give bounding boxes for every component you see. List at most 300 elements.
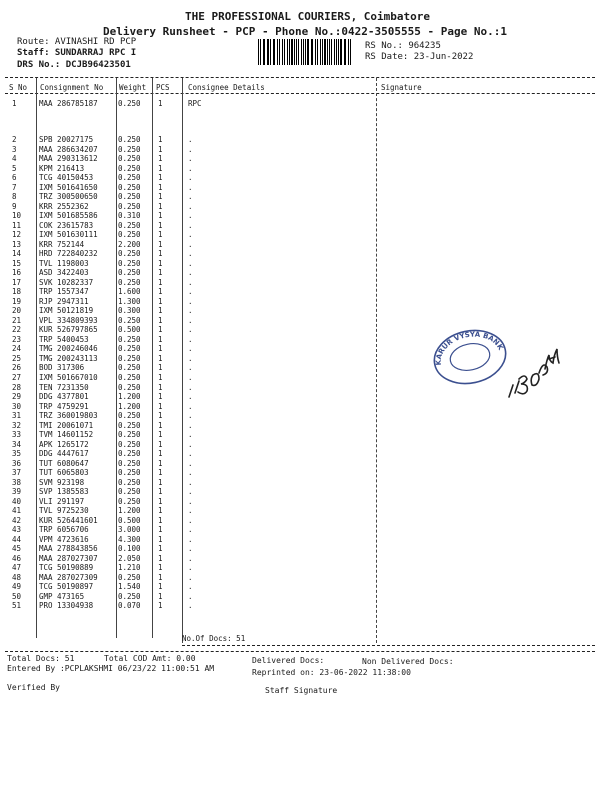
row-weight: 3.000 xyxy=(118,525,141,535)
row-sno: 10 xyxy=(12,211,22,221)
row-consignee: . xyxy=(188,449,193,459)
row-weight: 0.250 xyxy=(118,572,141,582)
rs-date: RS Date: 23-Jun-2022 xyxy=(365,52,474,62)
row-weight: 0.250 xyxy=(118,439,141,449)
row-pcs: 1 xyxy=(158,135,163,144)
row-pcs: 1 xyxy=(158,496,163,506)
row-pcs: 1 xyxy=(158,392,163,402)
table-row xyxy=(0,211,600,220)
total-cod-amount: Total COD Amt: 0.00 xyxy=(104,654,196,663)
reprinted-on: Reprinted on: 23-06-2022 11:38:00 xyxy=(252,668,411,677)
row-consignment-no: MAA 278843856 xyxy=(39,544,98,554)
row-weight: 0.250 xyxy=(118,258,141,268)
row-consignee: . xyxy=(188,439,193,449)
row-weight: 0.250 xyxy=(118,344,141,354)
row-consignee: . xyxy=(188,591,193,601)
row-pcs: 1 xyxy=(158,534,163,544)
staff-label: Staff: SUNDARRAJ RPC I xyxy=(17,48,137,58)
row-consignee: . xyxy=(188,468,193,478)
table-row xyxy=(0,487,600,496)
row-sno: 6 xyxy=(12,173,17,183)
row-pcs: 1 xyxy=(158,563,163,573)
table-row xyxy=(0,554,600,563)
row-pcs: 1 xyxy=(158,353,163,363)
table-row xyxy=(0,430,600,439)
table-row xyxy=(0,230,600,239)
row-consignment-no: TRZ 360019803 xyxy=(39,411,98,421)
row-consignee: . xyxy=(188,344,193,354)
row-weight: 0.250 xyxy=(118,99,141,108)
table-row xyxy=(0,221,600,230)
row-consignee: . xyxy=(188,411,193,421)
row-sno: 2 xyxy=(12,135,17,144)
table-row xyxy=(0,459,600,468)
company-title: THE PROFESSIONAL COURIERS, Coimbatore xyxy=(185,10,431,23)
table-row xyxy=(0,525,600,534)
row-consignment-no: VPL 334809393 xyxy=(39,315,98,325)
row-consignee: . xyxy=(188,544,193,554)
row-consignee: . xyxy=(188,487,193,497)
row-sno: 3 xyxy=(12,144,17,154)
table-row xyxy=(0,535,600,544)
row-consignment-no: TEN 7231350 xyxy=(39,382,89,392)
row-sno: 11 xyxy=(12,220,22,230)
row-consignment-no: IXM 50121819 xyxy=(39,306,94,316)
row-sno: 18 xyxy=(12,287,22,297)
entered-by: Entered By :PCPLAKSHMI 06/23/22 11:00:51 AM xyxy=(7,664,215,673)
row-pcs: 1 xyxy=(158,487,163,497)
row-pcs: 1 xyxy=(158,296,163,306)
row-sno: 4 xyxy=(12,154,17,164)
table-row xyxy=(0,544,600,553)
row-weight: 0.250 xyxy=(118,382,141,392)
row-consignee: . xyxy=(188,201,193,211)
row-weight: 0.310 xyxy=(118,211,141,221)
row-consignment-no: TRP 6056706 xyxy=(39,525,89,535)
row-pcs: 1 xyxy=(158,334,163,344)
row-consignee: . xyxy=(188,477,193,487)
row-consignment-no: PRO 13304938 xyxy=(39,601,94,611)
row-consignment-no: VLI 291197 xyxy=(39,496,85,506)
row-pcs: 1 xyxy=(158,277,163,287)
row-weight: 0.250 xyxy=(118,591,141,601)
row-weight: 0.250 xyxy=(118,315,141,325)
table-row xyxy=(0,506,600,515)
table-row xyxy=(0,440,600,449)
row-sno: 51 xyxy=(12,601,22,611)
row-sno: 35 xyxy=(12,449,22,459)
row-weight: 0.250 xyxy=(118,182,141,192)
row-consignee: . xyxy=(188,163,193,173)
row-pcs: 1 xyxy=(158,249,163,259)
bank-stamp xyxy=(428,325,512,385)
row-consignee: . xyxy=(188,392,193,402)
row-consignment-no: COK 23615783 xyxy=(39,220,94,230)
row-consignment-no: KUR 526797865 xyxy=(39,325,98,335)
row-sno: 25 xyxy=(12,353,22,363)
row-pcs: 1 xyxy=(158,525,163,535)
row-consignee: . xyxy=(188,553,193,563)
row-sno: 17 xyxy=(12,277,22,287)
row-consignment-no: APK 1265172 xyxy=(39,439,89,449)
row-pcs: 1 xyxy=(158,173,163,183)
table-row xyxy=(0,99,600,108)
row-sno: 44 xyxy=(12,534,22,544)
row-sno: 38 xyxy=(12,477,22,487)
col-pcs-header: PCS xyxy=(156,83,170,92)
row-consignee: . xyxy=(188,192,193,202)
col-weight-header: Weight xyxy=(119,83,147,92)
row-weight: 0.250 xyxy=(118,154,141,164)
row-pcs: 1 xyxy=(158,201,163,211)
row-consignee: . xyxy=(188,268,193,278)
row-consignment-no: KUR 526441601 xyxy=(39,515,98,525)
row-sno: 43 xyxy=(12,525,22,535)
drs-number: DRS No.: DCJB96423501 xyxy=(17,60,131,70)
row-sno: 23 xyxy=(12,334,22,344)
table-row xyxy=(0,573,600,582)
row-sno: 45 xyxy=(12,544,22,554)
row-consignment-no: IXM 501641650 xyxy=(39,182,98,192)
table-row xyxy=(0,240,600,249)
row-sno: 49 xyxy=(12,582,22,592)
row-weight: 1.540 xyxy=(118,582,141,592)
row-consignment-no: TVL 9725230 xyxy=(39,506,89,516)
row-sno: 9 xyxy=(12,201,17,211)
row-pcs: 1 xyxy=(158,99,163,108)
row-consignment-no: TUT 6065803 xyxy=(39,468,89,478)
row-consignee: . xyxy=(188,496,193,506)
table-row xyxy=(0,249,600,258)
row-weight: 1.200 xyxy=(118,401,141,411)
row-pcs: 1 xyxy=(158,515,163,525)
row-consignee: . xyxy=(188,306,193,316)
row-pcs: 1 xyxy=(158,591,163,601)
row-consignment-no: TRP 5400453 xyxy=(39,334,89,344)
row-sno: 16 xyxy=(12,268,22,278)
row-consignment-no: GMP 473165 xyxy=(39,591,85,601)
no-of-docs: No.Of Docs: 51 xyxy=(182,634,246,643)
row-sno: 24 xyxy=(12,344,22,354)
row-consignment-no: KRR 2552362 xyxy=(39,201,89,211)
row-weight: 0.250 xyxy=(118,411,141,421)
row-pcs: 1 xyxy=(158,268,163,278)
row-pcs: 1 xyxy=(158,582,163,592)
table-row xyxy=(0,306,600,315)
row-weight: 2.050 xyxy=(118,553,141,563)
row-consignment-no: TCG 50190897 xyxy=(39,582,94,592)
row-weight: 0.250 xyxy=(118,163,141,173)
row-pcs: 1 xyxy=(158,411,163,421)
row-consignee: . xyxy=(188,563,193,573)
row-pcs: 1 xyxy=(158,220,163,230)
table-row xyxy=(0,411,600,420)
row-sno: 5 xyxy=(12,163,17,173)
row-weight: 1.200 xyxy=(118,392,141,402)
row-pcs: 1 xyxy=(158,449,163,459)
row-consignment-no: MAA 286785187 xyxy=(39,99,98,108)
barcode xyxy=(258,39,353,65)
table-row xyxy=(0,135,600,144)
col-consignee-header: Consignee Details xyxy=(188,83,265,92)
table-row xyxy=(0,154,600,163)
row-pcs: 1 xyxy=(158,401,163,411)
row-pcs: 1 xyxy=(158,553,163,563)
row-pcs: 1 xyxy=(158,344,163,354)
row-weight: 0.250 xyxy=(118,334,141,344)
table-row xyxy=(0,145,600,154)
table-row xyxy=(0,316,600,325)
row-sno: 21 xyxy=(12,315,22,325)
row-weight: 0.250 xyxy=(118,249,141,259)
row-consignment-no: TVL 1198003 xyxy=(39,258,89,268)
row-sno: 46 xyxy=(12,553,22,563)
row-weight: 0.250 xyxy=(118,420,141,430)
row-pcs: 1 xyxy=(158,182,163,192)
row-sno: 41 xyxy=(12,506,22,516)
row-consignee: . xyxy=(188,401,193,411)
table-bottom-rule xyxy=(182,645,595,646)
table-row xyxy=(0,297,600,306)
row-sno: 37 xyxy=(12,468,22,478)
row-pcs: 1 xyxy=(158,192,163,202)
row-pcs: 1 xyxy=(158,258,163,268)
rs-number: RS No.: 964235 xyxy=(365,41,441,51)
row-consignment-no: TMI 20061071 xyxy=(39,420,94,430)
verified-by: Verified By xyxy=(7,683,60,692)
table-row xyxy=(0,259,600,268)
row-consignment-no: SVK 10282337 xyxy=(39,277,94,287)
row-weight: 1.300 xyxy=(118,296,141,306)
row-sno: 39 xyxy=(12,487,22,497)
row-sno: 50 xyxy=(12,591,22,601)
table-row xyxy=(0,478,600,487)
row-sno: 28 xyxy=(12,382,22,392)
row-sno: 12 xyxy=(12,230,22,240)
row-weight: 0.250 xyxy=(118,192,141,202)
non-delivered-docs: Non Delivered Docs: xyxy=(362,657,454,666)
row-consignment-no: MAA 290313612 xyxy=(39,154,98,164)
row-pcs: 1 xyxy=(158,315,163,325)
row-consignee: . xyxy=(188,353,193,363)
row-weight: 0.250 xyxy=(118,173,141,183)
row-weight: 0.250 xyxy=(118,277,141,287)
row-weight: 0.250 xyxy=(118,477,141,487)
row-consignee: . xyxy=(188,534,193,544)
row-pcs: 1 xyxy=(158,458,163,468)
row-pcs: 1 xyxy=(158,287,163,297)
row-pcs: 1 xyxy=(158,211,163,221)
row-weight: 0.250 xyxy=(118,353,141,363)
table-row xyxy=(0,173,600,182)
row-pcs: 1 xyxy=(158,144,163,154)
row-consignee: . xyxy=(188,525,193,535)
row-consignee: . xyxy=(188,420,193,430)
row-consignment-no: KPM 216413 xyxy=(39,163,85,173)
row-consignee: . xyxy=(188,287,193,297)
row-consignment-no: IXM 501667010 xyxy=(39,373,98,382)
col-sno-header: S No xyxy=(9,83,28,92)
row-consignee: . xyxy=(188,135,193,144)
row-consignee: . xyxy=(188,277,193,287)
row-sno: 14 xyxy=(12,249,22,259)
delivered-docs: Delivered Docs: xyxy=(252,656,325,665)
row-consignee: . xyxy=(188,325,193,335)
row-weight: 1.600 xyxy=(118,287,141,297)
row-sno: 13 xyxy=(12,239,22,249)
row-weight: 0.250 xyxy=(118,201,141,211)
row-consignee: . xyxy=(188,315,193,325)
table-row xyxy=(0,287,600,296)
row-weight: 0.250 xyxy=(118,458,141,468)
row-sno: 47 xyxy=(12,563,22,573)
row-sno: 8 xyxy=(12,192,17,202)
row-consignment-no: TRZ 300500650 xyxy=(39,192,98,202)
row-pcs: 1 xyxy=(158,154,163,164)
table-row xyxy=(0,268,600,277)
row-weight: 0.070 xyxy=(118,601,141,611)
row-consignee: . xyxy=(188,239,193,249)
row-weight: 0.250 xyxy=(118,430,141,440)
total-docs: Total Docs: 51 xyxy=(7,654,75,663)
row-weight: 0.250 xyxy=(118,487,141,497)
row-consignment-no: SPB 20027175 xyxy=(39,135,94,144)
row-pcs: 1 xyxy=(158,430,163,440)
row-consignment-no: IXM 501685586 xyxy=(39,211,98,221)
row-weight: 0.250 xyxy=(118,363,141,373)
row-weight: 0.250 xyxy=(118,135,141,144)
row-weight: 0.250 xyxy=(118,449,141,459)
row-consignee: . xyxy=(188,334,193,344)
row-sno: 34 xyxy=(12,439,22,449)
table-row xyxy=(0,468,600,477)
row-consignment-no: IXM 501630111 xyxy=(39,230,98,240)
row-sno: 1 xyxy=(12,99,17,108)
row-weight: 0.500 xyxy=(118,325,141,335)
table-row xyxy=(0,421,600,430)
row-sno: 40 xyxy=(12,496,22,506)
row-sno: 20 xyxy=(12,306,22,316)
row-consignment-no: TCG 40150453 xyxy=(39,173,94,183)
row-consignee: . xyxy=(188,230,193,240)
row-consignment-no: ASD 3422403 xyxy=(39,268,89,278)
row-consignment-no: TUT 6080647 xyxy=(39,458,89,468)
row-sno: 22 xyxy=(12,325,22,335)
row-consignment-no: MAA 287027309 xyxy=(39,572,98,582)
row-consignee: . xyxy=(188,296,193,306)
row-sno: 7 xyxy=(12,182,17,192)
row-weight: 0.100 xyxy=(118,544,141,554)
row-consignee: . xyxy=(188,249,193,259)
table-row xyxy=(0,497,600,506)
row-consignee: . xyxy=(188,173,193,183)
row-consignee: . xyxy=(188,363,193,373)
row-weight: 0.250 xyxy=(118,230,141,240)
row-consignee: . xyxy=(188,373,193,382)
row-pcs: 1 xyxy=(158,544,163,554)
row-consignment-no: TRP 4759291 xyxy=(39,401,89,411)
row-consignment-no: HRD 722840232 xyxy=(39,249,98,259)
row-consignment-no: TMG 200246046 xyxy=(39,344,98,354)
row-sno: 27 xyxy=(12,373,22,382)
table-row xyxy=(0,516,600,525)
row-consignee: . xyxy=(188,182,193,192)
stamp-text: KARUR VYSYA BANK xyxy=(434,330,505,366)
row-weight: 0.250 xyxy=(118,268,141,278)
table-row xyxy=(0,601,600,610)
route-label: Route: AVINASHI RD PCP xyxy=(17,37,137,47)
header-bottom-rule xyxy=(5,93,595,94)
table-row xyxy=(0,582,600,591)
row-pcs: 1 xyxy=(158,325,163,335)
row-sno: 48 xyxy=(12,572,22,582)
table-row xyxy=(0,563,600,572)
row-pcs: 1 xyxy=(158,306,163,316)
row-weight: 0.250 xyxy=(118,496,141,506)
row-consignment-no: MAA 287027307 xyxy=(39,553,98,563)
row-pcs: 1 xyxy=(158,163,163,173)
row-consignee: . xyxy=(188,220,193,230)
row-weight: 0.500 xyxy=(118,515,141,525)
row-sno: 26 xyxy=(12,363,22,373)
row-sno: 31 xyxy=(12,411,22,421)
row-consignment-no: SVP 1385583 xyxy=(39,487,89,497)
row-consignment-no: TMG 200243113 xyxy=(39,353,98,363)
row-pcs: 1 xyxy=(158,506,163,516)
row-consignment-no: TVM 14601152 xyxy=(39,430,94,440)
row-consignee: . xyxy=(188,515,193,525)
footer-top-rule xyxy=(5,651,595,652)
row-consignee: . xyxy=(188,506,193,516)
row-pcs: 1 xyxy=(158,230,163,240)
row-consignee: . xyxy=(188,211,193,221)
row-consignment-no: RJP 2947311 xyxy=(39,296,89,306)
table-row xyxy=(0,164,600,173)
row-consignee: . xyxy=(188,572,193,582)
row-consignee: . xyxy=(188,258,193,268)
row-weight: 1.210 xyxy=(118,563,141,573)
row-pcs: 1 xyxy=(158,477,163,487)
row-pcs: 1 xyxy=(158,363,163,373)
row-weight: 0.250 xyxy=(118,144,141,154)
row-pcs: 1 xyxy=(158,468,163,478)
row-consignment-no: TRP 1557347 xyxy=(39,287,89,297)
runsheet-title: Delivery Runsheet - PCP - Phone No.:0422-3505555 - Page No.:1 xyxy=(103,25,507,38)
row-consignment-no: KRR 752144 xyxy=(39,239,85,249)
col-consignment-header: Consignment No xyxy=(40,83,104,92)
table-row xyxy=(0,192,600,201)
row-pcs: 1 xyxy=(158,601,163,611)
row-sno: 42 xyxy=(12,515,22,525)
row-consignment-no: DDG 4447617 xyxy=(39,449,89,459)
row-pcs: 1 xyxy=(158,439,163,449)
table-row xyxy=(0,449,600,458)
row-sno: 15 xyxy=(12,258,22,268)
row-sno: 19 xyxy=(12,296,22,306)
row-weight: 1.200 xyxy=(118,506,141,516)
row-sno: 30 xyxy=(12,401,22,411)
table-row xyxy=(0,278,600,287)
row-consignee: . xyxy=(188,582,193,592)
table-row xyxy=(0,183,600,192)
row-consignee: . xyxy=(188,458,193,468)
row-weight: 0.250 xyxy=(118,373,141,382)
row-consignee: RPC xyxy=(188,99,202,108)
row-sno: 36 xyxy=(12,458,22,468)
row-consignee: . xyxy=(188,430,193,440)
row-consignee: . xyxy=(188,154,193,164)
row-pcs: 1 xyxy=(158,239,163,249)
